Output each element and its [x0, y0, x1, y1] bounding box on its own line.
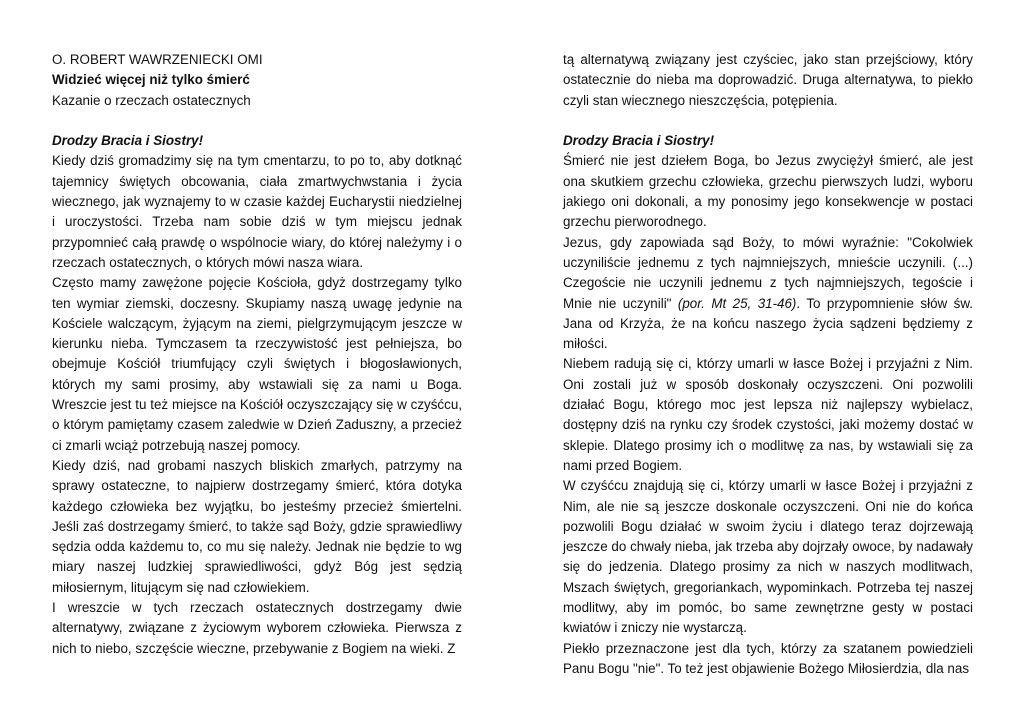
paragraph: tą alternatywą związany jest czyściec, jako stan przejściowy, który ostatecznie do nieba ma doprowadzić. Druga alternatywa, to piekło czyli stan wiecznego nieszczęścia, potępienia.	[563, 52, 973, 108]
left-column	[52, 50, 462, 659]
paragraph-text: Jezus, gdy zapowiada sąd Boży, to mówi wyraźnie: "Cokolwiek uczyniliście jednemu z tych najmniejszych, mnieście uczynili. (...) Czegoście nie uczynili jednemu z tych najmniejszych, tegoście i Mnie nie uczynili"	[563, 234, 973, 311]
paragraph: Niebem radują się ci, którzy umarli w łasce Bożej i przyjaźni z Nim. Oni zostali już w sposób doskonały oczyszczeni. Oni pozwolili działać Bogu, którego moc jest lepsza niż najlepszy wybielacz, dostępny dziś na rynku czy środek czystości, jaki możemy dostać w sklepie. Dlatego prosimy ich o modlitwę za nas, by wstawiali się za nami przed Bogiem.	[563, 356, 973, 473]
paragraph-text: . To przypomnienie słów św. Jana od Krzyża, że na końcu naszego życia sądzeni będziemy z miłości.	[563, 295, 973, 352]
greeting: Drodzy Bracia i Siostry!	[563, 133, 715, 149]
paragraph: Kiedy dziś gromadzimy się na tym cmentarzu, to po to, aby dotknąć tajemnicy świętych obcowania, ciała zmartwychwstania i życia wiecznego, jak wyznajemy to w czasie każdej Eucharystii niedzielnej i uroczystości. Trzeba nam sobie dziś w tym miejscu jednak przypomnieć całą prawdę o wspólnocie wiary, do której należymy i o rzeczach ostatecznych, o których mówi nasza wiara.	[52, 153, 462, 270]
paragraph: W czyśćcu znajdują się ci, którzy umarli w łasce Bożej i przyjaźni z Nim, ale nie są jeszcze doskonale oczyszczeni. Oni nie do końca pozwolili Bogu działać w swoim życiu i dlatego teraz dojrzewają jeszcze do chwały nieba, jak trzeba aby dojrzały owoce, by nadawały się do jedzenia. Dlatego prosimy za nich w naszych modlitwach, Mszach świętych, gregoriankach, wypominkach. Potrzeba tej naszej modlitwy, aby im pomóc, bo same zewnętrzne gesty w postaci kwiatów i zniczy nie wystarczą.	[563, 478, 973, 636]
paragraph: Często mamy zawężone pojęcie Kościoła, gdyż dostrzegamy tylko ten wymiar ziemski, doczesny. Skupiamy naszą uwagę jedynie na Kościele walczącym, żyjącym na ziemi, pielgrzymującym jeszcze w kierunku nieba. Tymczasem ta rzeczywistość jest pełniejsza, bo obejmuje Kościół triumfujący czyli świętych i błogosławionych, których my sami prosimy, aby wstawiali się za nami u Boga. Wreszcie jest tu też miejsce na Kościół oczyszczający się w czyśćcu, o którym pamiętamy czasem zaledwie w Dzień Zaduszny, a przecież ci zmarli wciąż potrzebują naszej pomocy.	[52, 275, 462, 453]
document-title: Widzieć więcej niż tylko śmierć	[52, 72, 250, 88]
bible-reference: (por. Mt 25, 31-46)	[677, 295, 797, 311]
paragraph: Śmierć nie jest dziełem Boga, bo Jezus zwyciężył śmierć, ale jest ona skutkiem grzechu człowieka, grzechu pierwszych ludzi, wyboru jakiego oni dokonali, a my ponosimy jego konsekwencje w postaci grzechu pierworodnego.	[563, 153, 973, 230]
paragraph: Piekło przeznaczone jest dla tych, którzy za szatanem powiedzieli Panu Bogu "nie". To też jest objawienie Bożego Miłosierdzia, dla nas	[563, 640, 973, 676]
document-subtitle: Kazanie o rzeczach ostatecznych	[52, 92, 251, 108]
paragraph: I wreszcie w tych rzeczach ostatecznych dostrzegamy dwie alternatywy, związane z życiowym wyborem człowieka. Pierwsza z nich to niebo, szczęście wieczne, przebywanie z Bogiem na wieki. Z	[52, 600, 462, 656]
paragraph	[563, 233, 973, 355]
blank-line	[52, 111, 462, 131]
greeting: Drodzy Bracia i Siostry!	[52, 133, 204, 149]
author-line: O. ROBERT WAWRZENIECKI OMI	[52, 52, 263, 67]
right-column	[563, 50, 973, 679]
paragraph: Kiedy dziś, nad grobami naszych bliskich zmarłych, patrzymy na sprawy ostateczne, to najpierw dostrzegamy śmierć, która dotyka każdego człowieka bez wyjątku, bo jesteśmy przecież śmiertelni. Jeśli zaś dostrzegamy śmierć, to także sąd Boży, gdzie sprawiedliwy sędzia odda każdemu to, co mu się należy. Jednak nie będzie to wg miary naszej ludzkiej sprawiedliwości, gdyż Bóg jest sędzią miłosiernym, litującym się nad człowiekiem.	[52, 457, 462, 595]
blank-line	[563, 111, 973, 131]
